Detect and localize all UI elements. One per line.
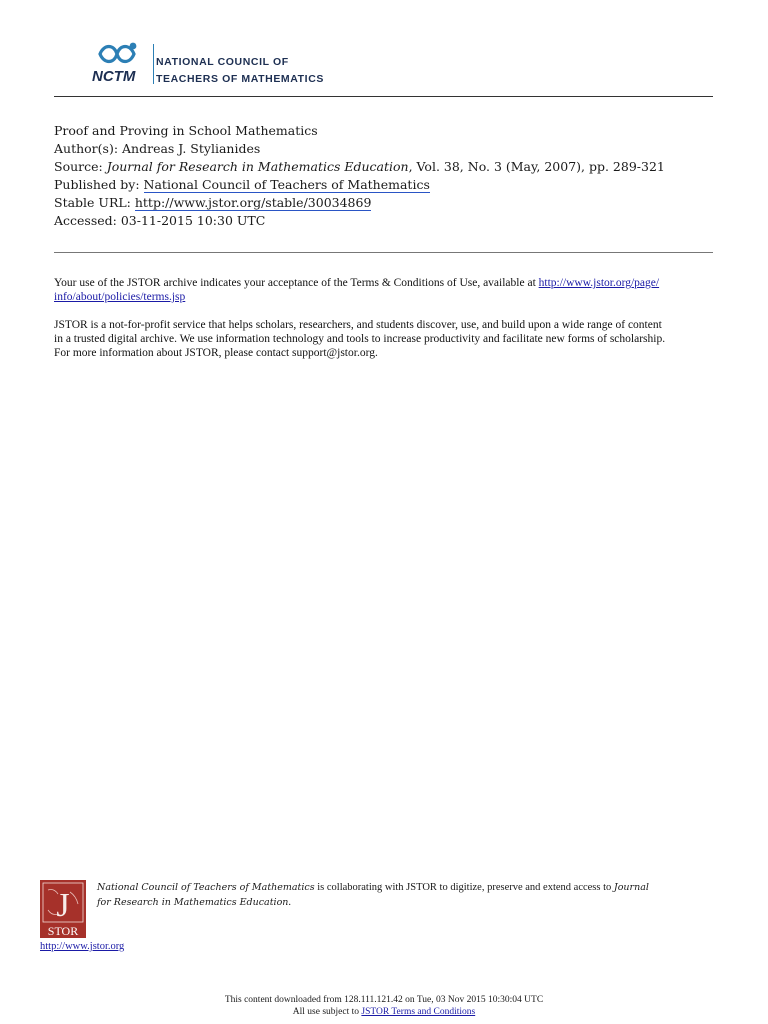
footer-terms-link[interactable]: JSTOR Terms and Conditions (361, 1007, 476, 1017)
article-publisher (54, 176, 665, 194)
terms-text: Your use of the JSTOR archive indicates your acceptance of the Terms & Conditions of Use, available at (54, 277, 539, 289)
jstor-about-line3: For more information about JSTOR, please contact support@jstor.org. (54, 347, 378, 359)
jstor-home-link[interactable]: http://www.jstor.org (40, 941, 125, 952)
nctm-name-line1: NATIONAL COUNCIL OF (156, 56, 289, 68)
jstor-about-line1: JSTOR is a not-for-profit service that helps scholars, researchers, and students discover, use, and build upon a wide range of content (54, 319, 662, 331)
terms-notice (54, 276, 714, 304)
jstor-about-line2: in a trusted digital archive. We use information technology and tools to increase productivity and facilitate new forms of scholarship. (54, 333, 666, 345)
terms-link-part1[interactable]: http://www.jstor.org/page/ (538, 277, 660, 289)
source-label: Source: (54, 159, 107, 174)
nctm-name-line2: TEACHERS OF MATHEMATICS (156, 73, 324, 85)
jstor-about (54, 318, 714, 360)
stable-url-label: Stable URL: (54, 195, 135, 210)
article-stable-url (54, 194, 665, 212)
nctm-name (156, 54, 324, 88)
collab-org: National Council of Teachers of Mathematics (97, 882, 315, 893)
footer-terms-prefix: All use subject to (292, 1007, 362, 1017)
article-accessed: Accessed: 03-11-2015 10:30 UTC (54, 213, 266, 228)
source-details: , Vol. 38, No. 3 (May, 2007), pp. 289-321 (408, 159, 665, 174)
article-source (54, 158, 665, 176)
article-title: Proof and Proving in School Mathematics (54, 123, 318, 138)
collab-journal-part2: for Research in Mathematics Education (97, 897, 289, 908)
stable-url-link[interactable]: http://www.jstor.org/stable/30034869 (134, 195, 372, 210)
middle-divider (54, 252, 713, 253)
download-footer (0, 994, 768, 1018)
terms-link-part2[interactable]: info/about/policies/terms.jsp (54, 291, 186, 303)
collaboration-statement (97, 880, 717, 910)
jstor-logo-letter: J (56, 887, 70, 924)
collab-end: . (288, 897, 292, 908)
nctm-infinity-icon (90, 40, 150, 86)
author-name: Andreas J. Stylianides (122, 141, 261, 156)
published-label: Published by: (54, 177, 144, 192)
collab-text: is collaborating with JSTOR to digitize, preserve and extend access to (314, 882, 614, 893)
nctm-mark-text: NCTM (92, 68, 136, 85)
publisher-link[interactable]: National Council of Teachers of Mathematics (143, 177, 430, 192)
article-author (54, 140, 665, 158)
top-divider (54, 96, 713, 97)
author-label: Author(s): (54, 141, 123, 156)
jstor-logo-word: STOR (47, 924, 79, 938)
logo-divider (153, 44, 154, 84)
footer-download-info: This content downloaded from 128.111.121.42 on Tue, 03 Nov 2015 10:30:04 UTC (224, 995, 544, 1005)
nctm-logo (90, 40, 330, 90)
footer-terms-line (0, 1006, 768, 1018)
collab-journal-part1: Journal (613, 882, 649, 893)
article-metadata (54, 122, 665, 230)
jstor-logo[interactable] (40, 880, 86, 938)
journal-name: Journal for Research in Mathematics Education (106, 159, 409, 174)
